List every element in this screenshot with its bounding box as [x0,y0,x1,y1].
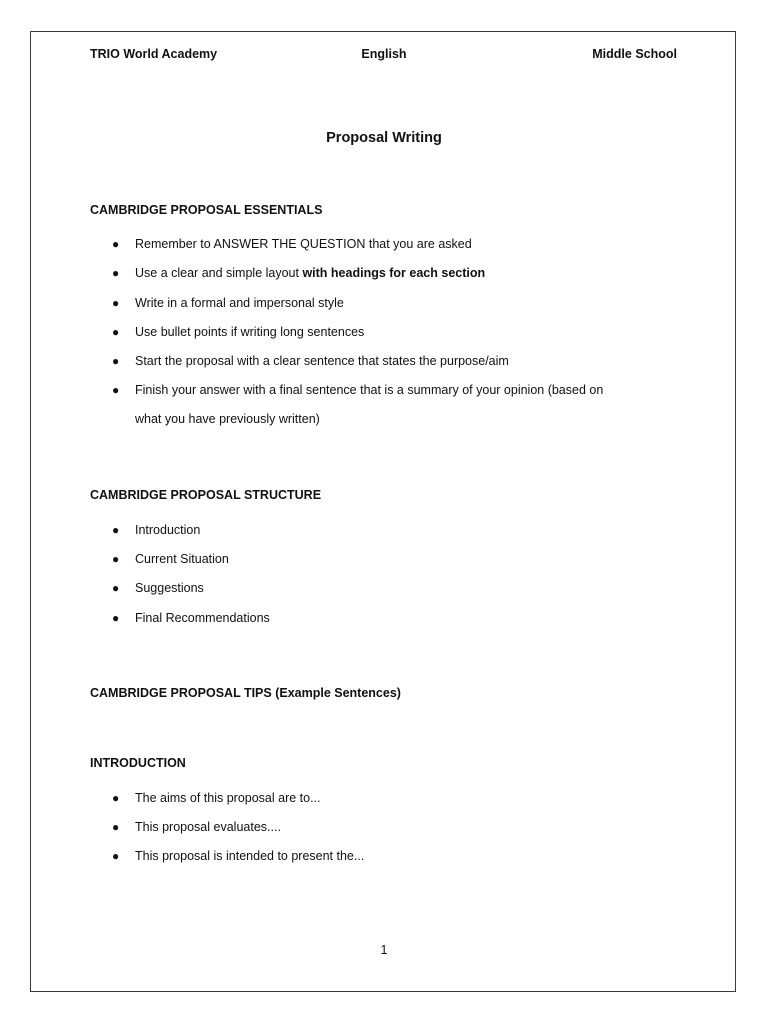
essentials-item: ● Use a clear and simple layout with headings for each section [112,259,692,288]
essentials-item: ● Start the proposal with a clear sentence that states the purpose/aim [112,347,692,376]
document-title: Proposal Writing [326,130,442,146]
emphasis-text: with headings for each section [302,266,486,280]
bullet-icon: ● [112,611,120,625]
bullet-icon: ● [112,581,120,595]
bullet-icon: ● [112,523,120,537]
bullet-icon: ● [112,325,120,339]
essentials-item: ● Remember to ANSWER THE QUESTION that you are asked [112,230,692,259]
essentials-item: ● Write in a formal and impersonal style [112,289,692,318]
introduction-heading: INTRODUCTION [90,756,186,770]
bullet-icon: ● [112,383,120,397]
introduction-item: ● The aims of this proposal are to... [112,784,692,813]
bullet-icon: ● [112,552,120,566]
bullet-icon: ● [112,266,120,280]
bullet-icon: ● [112,237,120,251]
structure-item: ● Introduction [112,516,692,545]
bullet-icon: ● [112,849,120,863]
bullet-icon: ● [112,296,120,310]
bullet-icon: ● [112,820,120,834]
tips-heading: CAMBRIDGE PROPOSAL TIPS (Example Sentences) [90,686,401,700]
essentials-item-continuation: what you have previously written) [135,412,320,426]
introduction-item: ● This proposal is intended to present the... [112,842,692,871]
essentials-item: ● Finish your answer with a final sentence that is a summary of your opinion (based on what you have previously written) [112,376,692,434]
structure-item: ● Current Situation [112,545,692,574]
bullet-icon: ● [112,354,120,368]
bullet-icon: ● [112,791,120,805]
introduction-item: ● This proposal evaluates.... [112,813,692,842]
structure-heading: CAMBRIDGE PROPOSAL STRUCTURE [90,488,322,502]
structure-item: ● Suggestions [112,574,692,603]
header-school: TRIO World Academy [90,47,218,61]
essentials-item: ● Use bullet points if writing long sentences [112,318,692,347]
page-number: 1 [380,943,388,957]
header-level: Middle School [592,47,677,61]
header-subject: English [361,47,407,61]
essentials-heading: CAMBRIDGE PROPOSAL ESSENTIALS [90,203,323,217]
structure-item: ● Final Recommendations [112,604,692,633]
